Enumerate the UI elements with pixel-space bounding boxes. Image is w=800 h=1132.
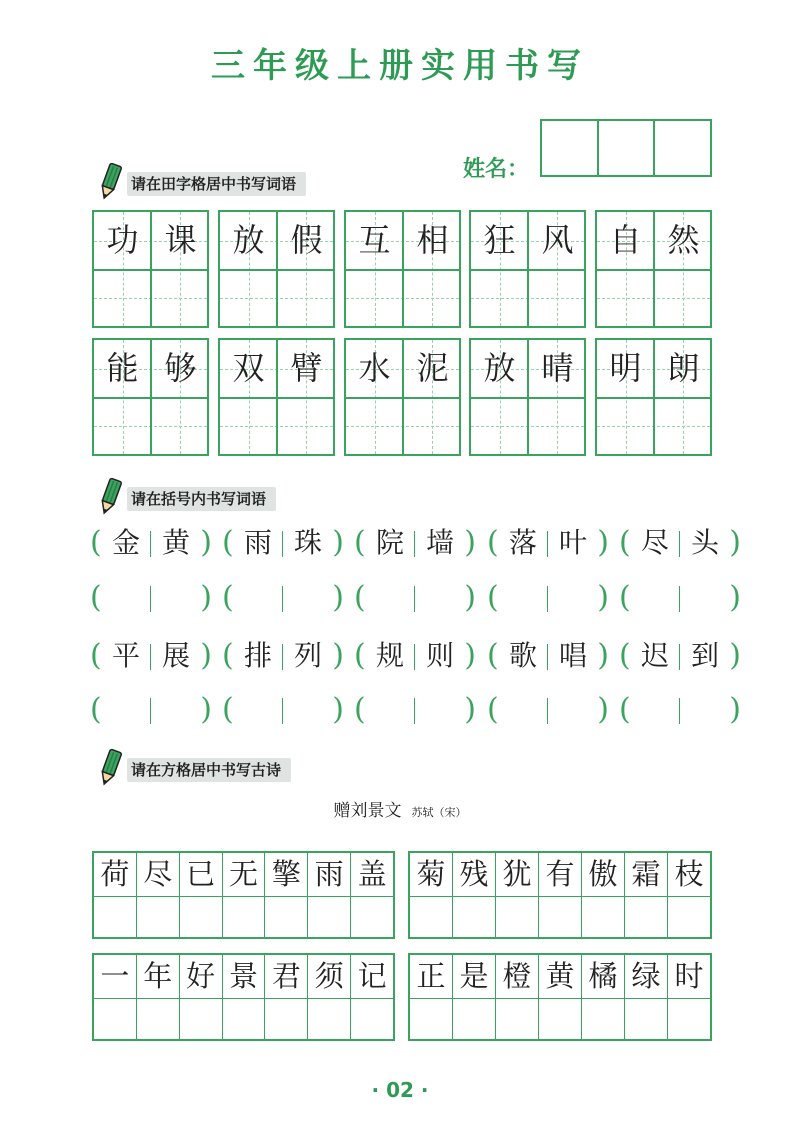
poem-character: 正 (410, 955, 452, 999)
tianzige-word-box[interactable] (218, 338, 335, 456)
model-character: 金 (111, 526, 140, 559)
model-character: 墙 (425, 526, 454, 559)
bracket-blank[interactable] (487, 576, 609, 620)
model-character: 自 (609, 221, 642, 259)
left-paren: ( (90, 638, 102, 673)
poem-column (410, 955, 453, 1039)
poem-column (94, 955, 137, 1039)
poem-character: 景 (223, 955, 265, 999)
poem-title (0, 796, 800, 821)
poem-column (539, 955, 582, 1039)
poem-column (668, 853, 710, 937)
left-paren: ( (619, 692, 631, 727)
poem-author: 苏轼（宋） (411, 806, 467, 819)
model-character: 晴 (541, 349, 574, 387)
cell-divider (597, 397, 710, 399)
model-character: 平 (111, 639, 140, 672)
bracket-divider (414, 698, 415, 724)
cell-divider (471, 269, 584, 271)
poem-column (453, 955, 496, 1039)
right-paren: ) (729, 525, 741, 560)
right-paren: ) (464, 525, 476, 560)
model-character: 落 (508, 526, 537, 559)
model-character: 歌 (508, 639, 537, 672)
left-paren: ( (90, 580, 102, 615)
poem-column (496, 853, 539, 937)
poem-column (137, 955, 180, 1039)
bracket-divider (547, 586, 548, 612)
model-character: 规 (375, 639, 404, 672)
bracket-word (222, 521, 344, 565)
model-character: 臂 (290, 349, 323, 387)
poem-column (94, 853, 137, 937)
right-paren: ) (200, 638, 212, 673)
poem-character: 雨 (308, 853, 350, 897)
poem-column (351, 853, 393, 937)
bracket-divider (414, 586, 415, 612)
right-paren: ) (597, 525, 609, 560)
left-paren: ( (619, 525, 631, 560)
poem-character: 菊 (410, 853, 452, 897)
model-character: 珠 (293, 526, 322, 559)
model-character: 展 (161, 639, 190, 672)
poem-character: 须 (308, 955, 350, 999)
section-label: 请在方格居中书写古诗 (127, 758, 291, 782)
bracket-blank[interactable] (354, 576, 476, 620)
poem-column (582, 853, 625, 937)
poem-column (410, 853, 453, 937)
poem-line-box[interactable] (408, 851, 712, 939)
left-paren: ( (487, 638, 499, 673)
poem-column (308, 955, 351, 1039)
tianzige-word-box[interactable] (595, 338, 712, 456)
bracket-divider (150, 698, 151, 724)
poem-column (625, 853, 668, 937)
bracket-word (619, 521, 741, 565)
poem-character: 君 (265, 955, 307, 999)
poem-character: 有 (539, 853, 581, 897)
model-character: 雨 (243, 526, 272, 559)
bracket-divider (282, 644, 283, 670)
right-paren: ) (597, 580, 609, 615)
bracket-word (487, 521, 609, 565)
model-character: 泥 (416, 349, 449, 387)
model-character: 能 (106, 349, 139, 387)
model-character: 唱 (558, 639, 587, 672)
left-paren: ( (222, 638, 234, 673)
model-character: 尽 (640, 526, 669, 559)
cell-divider (94, 397, 207, 399)
poem-column (668, 955, 710, 1039)
bracket-word (487, 634, 609, 678)
model-character: 放 (483, 349, 516, 387)
model-character: 假 (290, 221, 323, 259)
bracket-divider (547, 644, 548, 670)
poem-column (180, 955, 223, 1039)
poem-character: 橘 (582, 955, 624, 999)
poem-title-text: 赠刘景文 (333, 801, 402, 821)
poem-column (265, 955, 308, 1039)
cell-divider (597, 269, 710, 271)
bracket-divider (679, 586, 680, 612)
poem-column (223, 955, 266, 1039)
model-character: 则 (425, 639, 454, 672)
bracket-divider (282, 586, 283, 612)
bracket-model-row (90, 521, 741, 565)
bracket-divider (679, 644, 680, 670)
left-paren: ( (487, 692, 499, 727)
name-label: 姓名： (463, 157, 530, 182)
bracket-divider (282, 698, 283, 724)
poem-character: 擎 (265, 853, 307, 897)
left-paren: ( (354, 638, 366, 673)
model-character: 风 (541, 221, 574, 259)
right-paren: ) (332, 580, 344, 615)
bracket-divider (414, 644, 415, 670)
poem-column (625, 955, 668, 1039)
poem-column (539, 853, 582, 937)
model-character: 然 (667, 221, 700, 259)
poem-column (265, 853, 308, 937)
poem-character: 黄 (539, 955, 581, 999)
cell-divider (346, 269, 459, 271)
left-paren: ( (619, 638, 631, 673)
model-character: 黄 (161, 526, 190, 559)
bracket-divider (282, 531, 283, 557)
tianzige-word-box[interactable] (218, 210, 335, 328)
name-box[interactable] (655, 121, 710, 175)
cell-divider (471, 397, 584, 399)
tianzige-word-box[interactable] (92, 210, 209, 328)
poem-character: 无 (223, 853, 265, 897)
model-character: 院 (375, 526, 404, 559)
left-paren: ( (90, 525, 102, 560)
left-paren: ( (487, 525, 499, 560)
model-character: 互 (358, 221, 391, 259)
bracket-divider (547, 531, 548, 557)
model-character: 狂 (483, 221, 516, 259)
poem-column (453, 853, 496, 937)
poem-column (582, 955, 625, 1039)
poem-line-box[interactable] (92, 851, 395, 939)
poem-character: 残 (453, 853, 495, 897)
section-label: 请在田字格居中书写词语 (127, 172, 306, 196)
poem-character: 傲 (582, 853, 624, 897)
right-paren: ) (597, 638, 609, 673)
left-paren: ( (222, 580, 234, 615)
left-paren: ( (619, 580, 631, 615)
poem-column (308, 853, 351, 937)
bracket-blank[interactable] (90, 576, 212, 620)
bracket-model-row (90, 634, 741, 678)
right-paren: ) (729, 692, 741, 727)
poem-line-box[interactable] (92, 953, 395, 1041)
model-character: 朗 (667, 349, 700, 387)
poem-character: 绿 (625, 955, 667, 999)
poem-character: 时 (668, 955, 710, 999)
bracket-word (354, 634, 476, 678)
bracket-word (90, 634, 212, 678)
model-character: 头 (690, 526, 719, 559)
bracket-blank[interactable] (619, 576, 741, 620)
right-paren: ) (597, 692, 609, 727)
page-number: · 02 · (371, 1078, 429, 1102)
left-paren: ( (354, 580, 366, 615)
model-character: 到 (690, 639, 719, 672)
poem-column (223, 853, 266, 937)
poem-column (180, 853, 223, 937)
poem-column (351, 955, 393, 1039)
model-character: 叶 (558, 526, 587, 559)
pencil-icon (95, 477, 125, 517)
poem-character: 已 (180, 853, 222, 897)
model-character: 相 (416, 221, 449, 259)
tianzige-word-box[interactable] (344, 338, 461, 456)
left-paren: ( (487, 580, 499, 615)
right-paren: ) (464, 580, 476, 615)
model-character: 水 (358, 349, 391, 387)
tianzige-word-box[interactable] (92, 338, 209, 456)
tianzige-word-box[interactable] (344, 210, 461, 328)
right-paren: ) (200, 692, 212, 727)
poem-character: 荷 (94, 853, 136, 897)
poem-character: 是 (453, 955, 495, 999)
model-character: 明 (609, 349, 642, 387)
bracket-blank[interactable] (619, 688, 741, 732)
right-paren: ) (729, 638, 741, 673)
poem-character: 年 (137, 955, 179, 999)
right-paren: ) (332, 525, 344, 560)
bracket-divider (414, 531, 415, 557)
left-paren: ( (354, 525, 366, 560)
bracket-practice-row (90, 688, 741, 732)
bracket-blank[interactable] (222, 576, 344, 620)
cell-divider (220, 397, 333, 399)
bracket-blank[interactable] (222, 688, 344, 732)
bracket-divider (150, 531, 151, 557)
bracket-word (619, 634, 741, 678)
tianzige-word-box[interactable] (595, 210, 712, 328)
cell-divider (220, 269, 333, 271)
poem-character: 尽 (137, 853, 179, 897)
right-paren: ) (332, 692, 344, 727)
pencil-icon (95, 162, 125, 202)
poem-character: 好 (180, 955, 222, 999)
poem-character: 犹 (496, 853, 538, 897)
model-character: 放 (232, 221, 265, 259)
right-paren: ) (332, 638, 344, 673)
left-paren: ( (354, 692, 366, 727)
model-character: 排 (243, 639, 272, 672)
bracket-practice-row (90, 576, 741, 620)
poem-column (137, 853, 180, 937)
model-character: 双 (232, 349, 265, 387)
left-paren: ( (222, 525, 234, 560)
right-paren: ) (464, 692, 476, 727)
name-boxes[interactable] (540, 119, 712, 177)
right-paren: ) (729, 580, 741, 615)
bracket-word (90, 521, 212, 565)
name-box[interactable] (599, 121, 656, 175)
left-paren: ( (90, 692, 102, 727)
right-paren: ) (464, 638, 476, 673)
poem-character: 枝 (668, 853, 710, 897)
bracket-divider (547, 698, 548, 724)
model-character: 课 (164, 221, 197, 259)
bracket-blank[interactable] (354, 688, 476, 732)
cell-divider (94, 269, 207, 271)
bracket-blank[interactable] (90, 688, 212, 732)
model-character: 迟 (640, 639, 669, 672)
poem-character: 记 (351, 955, 393, 999)
poem-character: 霜 (625, 853, 667, 897)
bracket-blank[interactable] (487, 688, 609, 732)
right-paren: ) (200, 525, 212, 560)
model-character: 够 (164, 349, 197, 387)
tianzige-word-box[interactable] (469, 210, 586, 328)
model-character: 功 (106, 221, 139, 259)
left-paren: ( (222, 692, 234, 727)
poem-line-box[interactable] (408, 953, 712, 1041)
bracket-word (222, 634, 344, 678)
poem-character: 橙 (496, 955, 538, 999)
bracket-divider (679, 698, 680, 724)
tianzige-word-box[interactable] (469, 338, 586, 456)
poem-character: 一 (94, 955, 136, 999)
bracket-word (354, 521, 476, 565)
poem-character: 盖 (351, 853, 393, 897)
model-character: 列 (293, 639, 322, 672)
bracket-divider (150, 644, 151, 670)
cell-divider (346, 397, 459, 399)
right-paren: ) (200, 580, 212, 615)
page-title: 三年级上册实用书写 (211, 46, 589, 86)
section-label: 请在括号内书写词语 (127, 487, 276, 511)
poem-column (496, 955, 539, 1039)
bracket-divider (150, 586, 151, 612)
pencil-icon (95, 748, 125, 788)
name-box[interactable] (542, 121, 599, 175)
bracket-divider (679, 531, 680, 557)
